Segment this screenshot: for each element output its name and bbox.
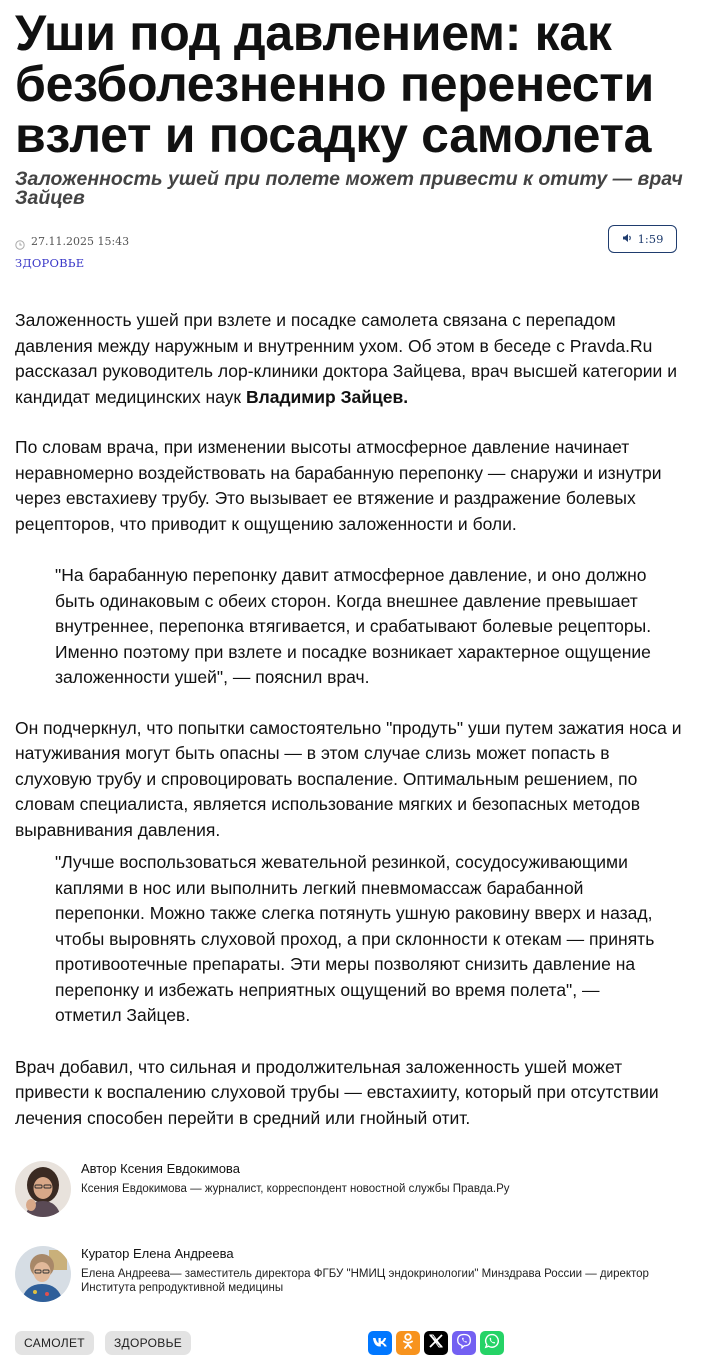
speaker-icon (622, 230, 633, 248)
tag-zdorovie[interactable]: ЗДОРОВЬЕ (105, 1331, 191, 1355)
paragraph: Он подчеркнул, что попытки самостоятельно "продуть" уши путем зажатия носа и натуживания могут быть опасны — в этом случае слизь может попасть в слуховую трубу и спровоцировать воспаление. Оптимальным решением, по словам специалиста, является использование мягких и безопасных методов выравнивания давления. (15, 717, 682, 840)
article-subtitle: Заложенность ушей при полете может привести к отиту — врач Зайцев (15, 168, 683, 209)
x-share-button[interactable] (424, 1331, 448, 1355)
clock-icon (15, 237, 25, 247)
viber-share-button[interactable] (452, 1331, 476, 1355)
curator-description: Елена Андреева— заместитель директора ФГБУ "НМИЦ эндокринологии" Минздрава России — директор Института репродуктивной медицины (81, 1268, 649, 1294)
date-row (15, 235, 129, 248)
article (15, 0, 687, 1358)
vk-icon (372, 1334, 388, 1352)
article-footer (15, 1331, 687, 1358)
x-icon (429, 1334, 443, 1353)
publish-date: 27.11.2025 15:43 (31, 235, 130, 248)
author-info (81, 1161, 687, 1196)
listen-audio-button[interactable] (608, 225, 677, 253)
article-meta (15, 225, 687, 289)
author-card (15, 1158, 687, 1243)
article-body (15, 308, 687, 1131)
category-link[interactable]: ЗДОРОВЬЕ (15, 256, 85, 270)
curator-role[interactable]: Куратор Елена Андреева (81, 1246, 234, 1261)
whatsapp-icon (484, 1333, 500, 1354)
curator-info (81, 1246, 687, 1295)
paragraph-text: Заложенность ушей при взлете и посадке самолета связана с перепадом давления между наружным и внутренним ухом. Об этом в беседе с Pravda.Ru рассказал руководитель лор-клиники доктора Зайцева, врач высшей категории и кандидат медицинских наук (15, 310, 677, 407)
quote: "На барабанную перепонку давит атмосферное давление, и оно должно быть одинаковым с обеих сторон. Когда внешнее давление превышает внутреннее, перепонка втягивается, и срабатывают болевые рецепторы. Именно поэтому при взлете и посадке возникает характерное ощущение заложенности ушей", — пояснил врач. (55, 565, 652, 687)
whatsapp-share-button[interactable] (480, 1331, 504, 1355)
author-role[interactable]: Автор Ксения Евдокимова (81, 1161, 240, 1176)
odnoklassniki-icon (402, 1333, 414, 1354)
ok-share-button[interactable] (396, 1331, 420, 1355)
avatar[interactable] (15, 1161, 71, 1217)
quote: "Лучше воспользоваться жевательной резинкой, сосудосуживающими каплями в нос или выполнить легкий пневмомассаж барабанной перепонки. Можно также слегка потянуть ушную раковину вверх и назад, чтобы выровнять слуховой проход, а при склонности к отекам — принять противоотечные препараты. Эти меры позволяют снизить давление на перепонку и избежать неприятных ощущений во время полета", — отметил Зайцев. (55, 852, 655, 1025)
vk-share-button[interactable] (368, 1331, 392, 1355)
audio-duration: 1:59 (637, 232, 664, 246)
curator-card (15, 1243, 687, 1328)
expert-name: Владимир Зайцев. (245, 386, 409, 407)
avatar[interactable] (15, 1246, 71, 1302)
paragraph: По словам врача, при изменении высоты атмосферное давление начинает неравномерно воздействовать на барабанную перепонку — снаружи и изнутри через евстахиеву трубу. Это вызывает ее втяжение и раздражение болевых рецепторов, что приводит к ощущению заложенности и боли. (15, 437, 662, 534)
article-title: Уши под давлением: как безболезненно перенести взлет и посадку самолета (15, 5, 654, 163)
tag-samolet[interactable]: САМОЛЕТ (15, 1331, 94, 1355)
viber-icon (456, 1333, 472, 1354)
share-buttons (368, 1331, 504, 1355)
paragraph (15, 308, 687, 410)
paragraph: Врач добавил, что сильная и продолжительная заложенность ушей может привести к воспалению слуховой трубы — евстахииту, который при отсутствии лечения способен перейти в средний или гнойный отит. (15, 1056, 659, 1128)
author-description: Ксения Евдокимова — журналист, корреспондент новостной службы Правда.Ру (81, 1183, 510, 1195)
